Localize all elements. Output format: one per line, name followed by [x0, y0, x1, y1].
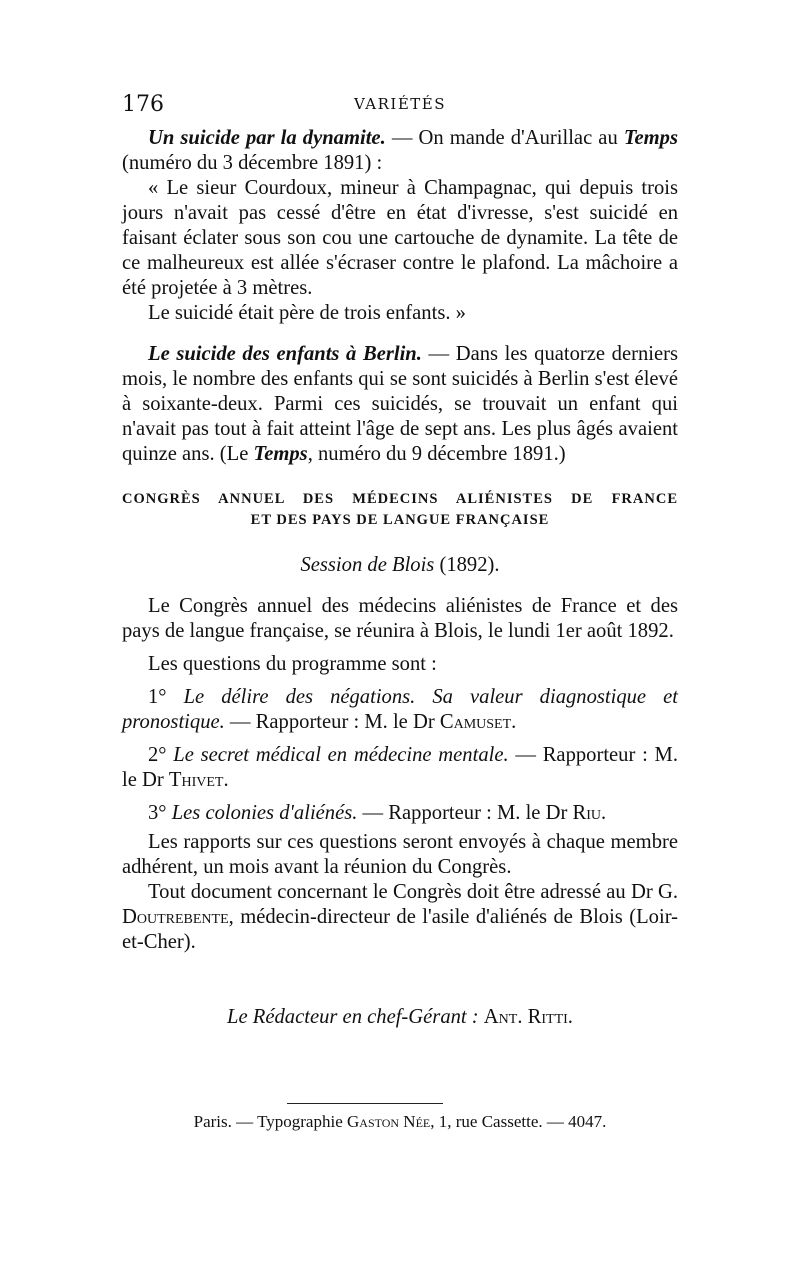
page-number: 176: [122, 92, 164, 117]
source-temps: Temps: [623, 127, 678, 149]
printer-name: Gaston Née: [347, 1112, 431, 1131]
printer-imprint: Paris. — Typographie Gaston Née, 1, rue Cassette. — 4047.: [193, 1112, 607, 1131]
imprint-rule: [287, 1103, 443, 1104]
question-2: 2° Le secret médical en médecine mentale. — Rapporteur : M. le Dr Thivet.: [122, 744, 678, 791]
editor-role: Le Rédacteur en chef-Gérant :: [227, 1006, 484, 1028]
editor-name: Ant. Ritti.: [483, 1006, 573, 1028]
page-body: [122, 126, 678, 1030]
congress-heading-line1: CONGRÈS ANNUEL DES MÉDECINS ALIÉNISTES DE FRANCE: [122, 491, 678, 507]
rapporteur-thivet: Thivet.: [168, 769, 229, 791]
article-dynamite-intro: Un suicide par la dynamite. — On mande d'Aurillac au Temps (numéro du 3 décembre 1891) :: [122, 127, 678, 174]
article-dynamite-closing: Le suicidé était père de trois enfants. »: [148, 302, 466, 324]
session-title: Session de Blois (1892).: [300, 554, 500, 576]
article-dynamite-quote: « Le sieur Courdoux, mineur à Champagnac, qui depuis trois jours n'avait pas cessé d'être en état d'ivresse, s'est suicidé en faisant éclater sous son cou une cartouche de dynamite. La tête de ce malheureux est allée s'écraser contre le plafond. La mâchoire a été projetée à 3 mètres.: [122, 177, 678, 299]
editor-signature: [122, 1005, 678, 1030]
article-berlin: Le suicide des enfants à Berlin. — Dans les quatorze derniers mois, le nombre des enfants qui se sont suicidés à Berlin s'est élevé à soixante-deux. Parmi ces suicidés, se trouvait un enfant qui n'avait pas tout à fait atteint l'âge de sept ans. Les plus âgés avaient quinze ans. (Le Temps, numéro du 9 décembre 1891.): [122, 343, 678, 465]
congress-heading-line2: ET DES PAYS DE LANGUE FRANÇAISE: [250, 512, 550, 528]
page-header: [122, 92, 678, 122]
questions-intro: Les questions du programme sont :: [148, 653, 437, 675]
doutrebente-name: Doutrebente: [122, 906, 229, 928]
article-dynamite-title: Un suicide par la dynamite.: [148, 127, 386, 149]
congress-intro: Le Congrès annuel des médecins aliénistes de France et des pays de langue française, se réunira à Blois, le lundi 1er août 1892.: [122, 595, 678, 642]
congress-heading: [122, 489, 678, 531]
running-title: VARIÉTÉS: [353, 95, 447, 113]
documents-paragraph: Tout document concernant le Congrès doit être adressé au Dr G. Doutrebente, médecin-directeur de l'asile d'aliénés de Blois (Loir-et-Cher).: [122, 881, 678, 953]
question-1: 1° Le délire des négations. Sa valeur diagnostique et pronostique. — Rapporteur : M. le Dr Camuset.: [122, 686, 678, 733]
question-3: 3° Les colonies d'aliénés. — Rapporteur : M. le Dr Riu.: [148, 802, 607, 824]
source-temps-2: Temps: [253, 443, 308, 465]
rapporteur-riu: Riu.: [572, 802, 607, 824]
rapporteur-camuset: Camuset.: [439, 711, 517, 733]
article-berlin-title: Le suicide des enfants à Berlin.: [148, 343, 422, 365]
reports-paragraph: Les rapports sur ces questions seront envoyés à chaque membre adhérent, un mois avant la réunion du Congrès.: [122, 831, 678, 878]
